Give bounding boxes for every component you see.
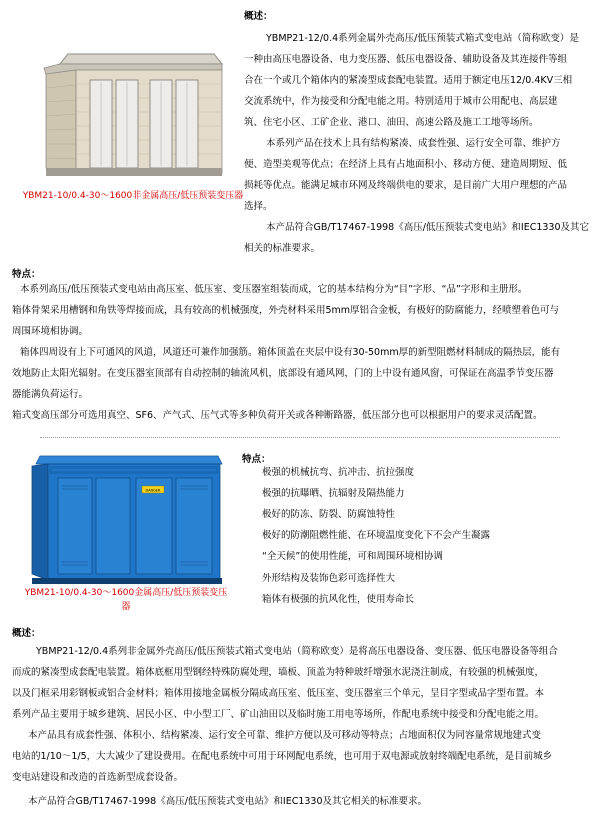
caption-line: 器 — [121, 602, 131, 612]
blue-substation-caption — [6, 586, 246, 614]
text-line: 一种由高压电器设备、电力变压器、低压电器设备、辅助设备及其连接件等组 — [244, 54, 568, 65]
text-line: 损耗等优点。能满足城市环网及终端供电的要求，是目前广大用户理想的产品 — [244, 180, 568, 191]
features-heading-2: 特点： — [242, 454, 271, 465]
text-line: 箱体四周设有上下可通风的风道，风道还可兼作加强筋。箱体顶盖在夹层中设有30-50mm厚的新型阻燃材料制成的隔热层，能有 — [20, 347, 561, 358]
text-line: 变电站建设和改造的首选新型成套设备。 — [12, 772, 184, 783]
text-line: 本产品符合GB/T17467-1998《高压/低压预装式变电站》和IEC1330及其它 — [266, 222, 590, 233]
feature-item: 外形结构及装饰色彩可选择性大 — [262, 573, 396, 584]
features-heading-1: 特点： — [12, 269, 41, 280]
danger-label: DANGER — [145, 488, 161, 493]
text-line: 而成的紧凑型成套配电装置。箱体底框用型钢经特殊防腐处理，墙板、顶盖为特种玻纤增强水泥浇注制成，有较强的机械强度， — [12, 667, 545, 678]
text-line: 选择。 — [244, 201, 273, 212]
text-line: 本产品符合GB/T17467-1998《高压/低压预装式变电站》和IEC1330及其它相关的标准要求。 — [28, 796, 428, 807]
text-line: 合在一个或几个箱体内的紧凑型成套配电装置。适用于额定电压12/0.4KV三相 — [244, 75, 573, 86]
feature-item: 极好的防冻、防裂、防腐蚀特性 — [262, 509, 396, 520]
beige-substation-caption: YBM21-10/0.4-30～1600非金属高压/低压预装变压器 — [22, 191, 244, 201]
text-line: 周围环境相协调。 — [12, 326, 89, 337]
feature-item: 极强的机械抗弯、抗冲击、抗拉强度 — [262, 467, 415, 478]
beige-substation-image — [38, 48, 224, 180]
text-line: YBMP21-12/0.4系列金属外壳高压/低压预装式箱式变电站（简称欧变）是 — [266, 33, 579, 44]
text-line: 本系列产品在技术上具有结构紧凑、成套性强、运行安全可靠、维护方 — [266, 138, 561, 149]
text-line: YBMP21-12/0.4系列非金属外壳高压/低压预装式箱式变电站（简称欧变）是将高压电器设备、变压器、低压电器设备等组合 — [36, 646, 558, 657]
overview-heading-2: 概述： — [12, 628, 41, 639]
text-line: 电站的1/10～1/5，大大减少了建设费用。在配电系统中可用于环网配电系统，也可用于双电源或放射终端配电系统，是目前城乡 — [12, 751, 553, 762]
feature-item: 极好的防潮阻燃性能、在环境温度变化下不会产生凝露 — [262, 530, 491, 541]
text-line: 本系列高压/低压预装式变电站由高压室、低压室、变压器室组装而成，它的基本结构分为“目”字形、“品”字形和主册形。 — [20, 284, 528, 295]
text-line: 交流系统中，作为接受和分配电能之用。特别适用于城市公用配电、高层建 — [244, 96, 558, 107]
text-line: 系列产品主要用于城乡建筑、居民小区、中小型工厂、矿山油田以及临时施工用电等场所，作配电系统中接受和分配电能之用。 — [12, 709, 545, 720]
blue-substation-image — [26, 452, 226, 586]
feature-item: 极强的抗曝晒、抗辐射及隔热能力 — [262, 488, 405, 499]
text-line: 器能满负荷运行。 — [12, 389, 89, 400]
text-line: 本产品具有成套性强、体积小、结构紧凑、运行安全可靠、维护方便以及可移动等特点；占地面积仅为同容量常规地建式变 — [28, 730, 542, 741]
text-line: 便、造型美观等优点；在经济上具有占地面积小、移动方便、建造周期短、低 — [244, 159, 568, 170]
feature-item: 箱体有极强的抗风化性，使用寿命长 — [262, 594, 415, 605]
text-line: 筑、住宅小区、工矿企业、港口、油田、高速公路及施工工地等场所。 — [244, 117, 539, 128]
feature-item: “全天候”的使用性能，可和周围环境相协调 — [262, 551, 443, 562]
text-line: 以及门框采用彩钢板或铝合金材料；箱体用接地金属板分隔成高压室、低压室、变压器室三个单元，呈目字型或品字型布置。本 — [12, 688, 545, 699]
text-line: 箱式变高压部分可选用真空、SF6、产气式、压气式等多种负荷开关或各种断路器，低压部分也可以根据用户的要求灵活配置。 — [12, 410, 543, 421]
caption-line: YBM21-10/0.4-30～1600金属高压/低压预装变压 — [24, 588, 228, 598]
text-line: 相关的标准要求。 — [244, 243, 321, 254]
text-line: 箱体骨架采用槽钢和角铁等焊接而成，具有较高的机械强度，外壳材料采用5mm厚铝合金板，有极好的防腐能力，经喷塑着色可与 — [12, 305, 560, 316]
overview-heading-1: 概述： — [244, 11, 273, 22]
section-divider — [40, 437, 560, 438]
text-line: 效地防止太阳光辐射。在变压器室顶部有自动控制的轴流风机，底部设有通风网，门的上中设有通风窗，可保证在高温季节变压器 — [12, 368, 554, 379]
